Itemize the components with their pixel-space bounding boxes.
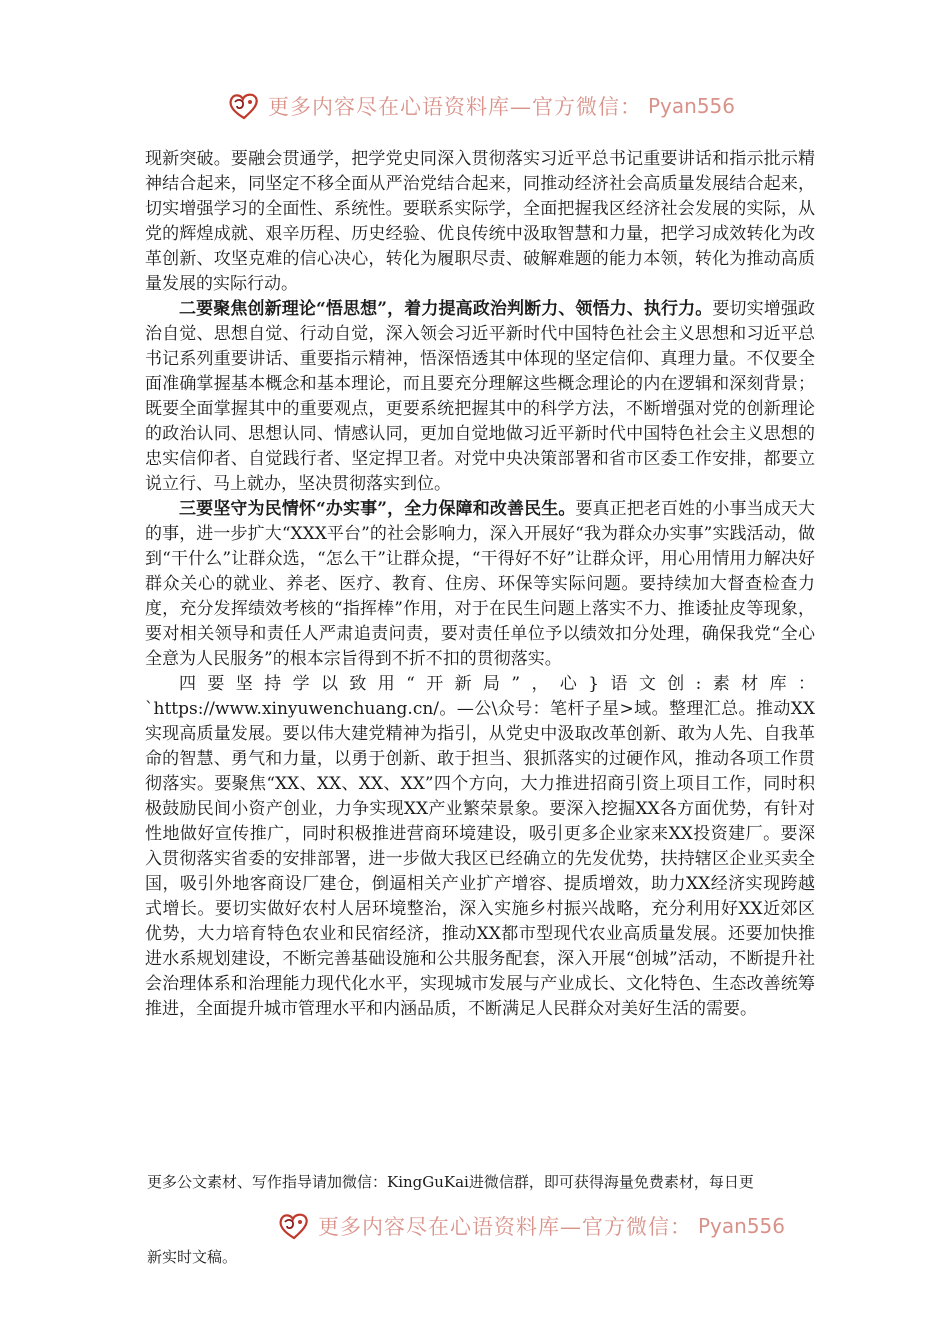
swirl-heart-logo-icon — [276, 1210, 312, 1242]
paragraph-1: 现新突破。要融会贯通学，把学党史同深入贯彻落实习近平总书记重要讲话和指示批示精神结合起来，同坚定不移全面从严治党结合起来，同推动经济社会高质量发展结合起来，切实增强学习的全面性、系统性。要联系实际学，全面把握我区经济社会发展的实际，从党的辉煌成就、艰辛历程、历史经验、优良传统中汲取智慧和力量，把学习成效转化为改革创新、攻坚克难的信心决心，转化为履职尽责、破解难题的能力本领，转化为推动高质量发展的实际行动。 — [145, 149, 815, 294]
paragraph-2 — [145, 297, 815, 497]
watermark-handle: Pyan556 — [648, 94, 736, 118]
swirl-heart-logo-icon — [226, 90, 262, 122]
paragraph-3-heading: 三要坚守为民情怀“办实事”，全力保障和改善民生。 — [179, 499, 576, 519]
paragraph-4: 四要坚持学以致用“开新局”，心}语文创:素材库：`https://www.xinyuwenchuang.cn/。—公\众号：笔杆子星>域。整理汇总。推动XX实现高质量发展。要以伟大建党精神为指引，从党史中汲取改革创新、敢为人先、自我革命的智慧、勇气和力量，以勇于创新、敢于担当、狠抓落实的过硬作风，推动各项工作贯彻落实。要聚焦“XX、XX、XX、XX”四个方向，大力推进招商引资上项目工作，同时积极鼓励民间小资产创业，力争实现XX产业繁荣景象。要深入挖掘XX各方面优势，有针对性地做好宣传推广，同时积极推进营商环境建设，吸引更多企业家来XX投资建厂。要深入贯彻落实省委的安排部署，进一步做大我区已经确立的先发优势，扶持辖区企业买卖全国，吸引外地客商设厂建仓，倒逼相关产业扩产增容、提质增效，助力XX经济实现跨越式增长。要切实做好农村人居环境整治，深入实施乡村振兴战略，充分利用好XX近郊区优势，大力培育特色农业和民宿经济，推动XX都市型现代农业高质量发展。还要加快推进水系规划建设，不断完善基础设施和公共服务配套，深入开展“创城”活动，不断提升社会治理体系和治理能力现代化水平，实现城市发展与产业成长、文化特色、生态改善统筹推进，全面提升城市管理水平和内涵品质，不断满足人民群众对美好生活的需要。 — [145, 674, 815, 1019]
watermark-handle: Pyan556 — [698, 1214, 786, 1238]
watermark-text: 更多内容尽在心语资料库—官方微信： — [268, 95, 642, 119]
paragraph-3 — [145, 497, 815, 672]
footer-promo-line: 更多公文素材、写作指导请加微信：KingGuKai进微信群，即可获得海量免费素材，每日更 — [147, 1173, 754, 1191]
header-watermark — [226, 90, 735, 122]
document-body — [145, 147, 815, 1022]
footer-watermark — [276, 1210, 785, 1242]
paragraph-2-heading: 二要聚焦创新理论“悟思想”，着力提高政治判断力、领悟力、执行力。 — [179, 299, 713, 319]
paragraph-3-body: 要真正把老百姓的小事当成天大的事，进一步扩大“XXX平台”的社会影响力，深入开展好“我为群众办实事”实践活动，做到“干什么”让群众选，“怎么干”让群众提，“干得好不好”让群众评，用心用情用力解决好群众关心的就业、养老、医疗、教育、住房、环保等实际问题。要持续加大督查检查力度，充分发挥绩效考核的“指挥棒”作用，对于在民生问题上落实不力、推诿扯皮等现象，要对相关领导和责任人严肃追责问责，要对责任单位予以绩效扣分处理，确保我党“全心全意为人民服务”的根本宗旨得到不折不扣的贯彻落实。 — [145, 499, 815, 669]
footer-promo-tail: 新实时文稿。 — [147, 1248, 238, 1266]
watermark-text: 更多内容尽在心语资料库—官方微信： — [318, 1215, 692, 1239]
paragraph-2-body: 要切实增强政治自觉、思想自觉、行动自觉，深入领会习近平新时代中国特色社会主义思想和习近平总书记系列重要讲话、重要指示精神，悟深悟透其中体现的坚定信仰、真理力量。不仅要全面准确掌握基本概念和基本理论，而且要充分理解这些概念理论的内在逻辑和深刻背景；既要全面掌握其中的重要观点，更要系统把握其中的科学方法，不断增强对党的创新理论的政治认同、思想认同、情感认同，更加自觉地做习近平新时代中国特色社会主义思想的忠实信仰者、自觉践行者、坚定捍卫者。对党中央决策部署和省市区委工作安排，都要立说立行、马上就办，坚决贯彻落实到位。 — [145, 299, 816, 494]
